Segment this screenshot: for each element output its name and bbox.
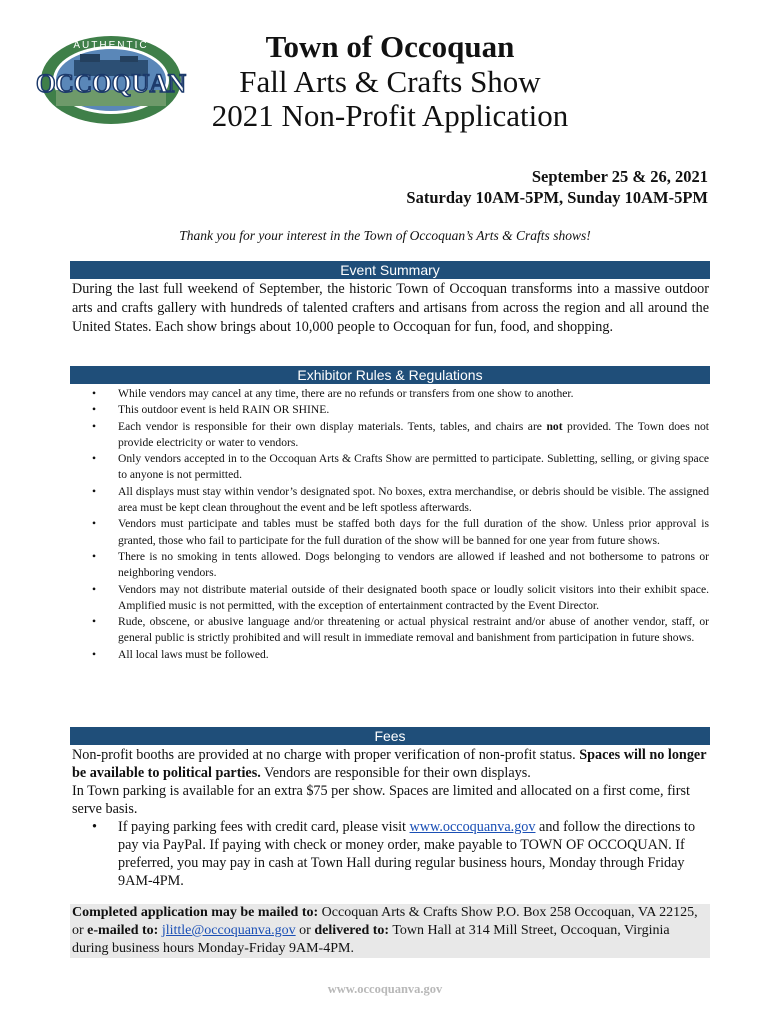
logo-main-text: OCCOQUAN [36,69,187,98]
website-link[interactable]: www.occoquanva.gov [409,819,536,835]
fees-payment-bullet [72,818,709,890]
rule-item: • Vendors may not distribute material outside of their designated booth space or loudly solicit visitors into their exhibit space. Amplified music is not permitted, with the exception of entertainment contracted by the Event Director. [72,582,709,615]
event-summary-heading: Event Summary [70,261,710,279]
show-dates [406,166,708,209]
rule-item: • There is no smoking in tents allowed. Dogs belonging to vendors are allowed if leashed and not bothersome to patrons or neighboring vendors. [72,549,709,582]
show-dates-days: September 25 & 26, 2021 [531,167,708,186]
thank-you-note: Thank you for your interest in the Town of Occoquan’s Arts & Crafts shows! [179,228,591,243]
deliver-address: Town Hall at 314 Mill Street, Occoquan, Virginia during business hours Monday-Friday 9AM-4PM. [72,923,670,956]
town-logo [34,32,188,128]
fees-political-notice: Spaces will no longer be available to political parties. [72,747,707,781]
mail-label: Completed application may be mailed to: [72,905,319,920]
email-label: e-mailed to: [87,923,159,938]
rules-list [72,386,709,663]
fees-nonprofit-text: Non-profit booths are provided at no charge with proper verification of non-profit status. [72,747,576,763]
rule-item: • All local laws must be followed. [72,647,709,663]
rule-item: • This outdoor event is held RAIN OR SHINE. [72,402,709,418]
fees-display-text: Vendors are responsible for their own displays. [260,765,531,781]
title-application: 2021 Non-Profit Application [211,98,569,134]
mail-or: or [295,923,315,938]
fees-payment-intro: If paying parking fees with credit card, please visit [118,819,410,835]
rule-item: • Rude, obscene, or abusive language and/or threatening or actual physical restraint and/or abuse of another vendor, staff, or general public is strictly prohibited and will result in immediate removal and banishment from participation in future shows. [72,614,709,647]
rule-item [72,419,709,452]
email-link[interactable]: jlittle@occoquanva.gov [161,923,296,938]
event-summary-text: During the last full weekend of September, the historic Town of Occoquan transforms into a massive outdoor arts and crafts gallery with hundreds of talented crafters and artisans from across the region and all around the United States. Each show brings about 10,000 people to Occoquan for fun, food, and shopping. [72,281,709,335]
rule-item: • Vendors must participate and tables must be staffed both days for the full duration of the show. Unless prior approval is granted, those who fail to participate for the full duration of the show will be banned for one year from future shows. [72,516,709,549]
rule-item: • While vendors may cancel at any time, there are no refunds or transfers from one show to another. [72,386,709,402]
fees-payment-details: and follow the directions to pay via PayPal. If paying with check or money order, make payable to TOWN OF OCCOQUAN. If preferred, you may pay in cash at Town Hall during regular business hours, Monday through Friday 9AM-4PM. [118,819,696,889]
logo-top-text: AUTHENTIC [73,40,149,51]
fees-paragraph-2: In Town parking is available for an extra $75 per show. Spaces are limited and allocated on a first come, first serve basis. [72,783,690,817]
footer-website: www.occoquanva.gov [327,982,443,996]
mail-address: Occoquan Arts & Crafts Show P.O. Box 258 Occoquan, VA 22125, or [72,905,698,938]
title-show: Fall Arts & Crafts Show [239,63,541,99]
document-title [180,30,600,134]
rule-emphasis: not [546,419,563,433]
rules-heading: Exhibitor Rules & Regulations [70,366,710,384]
deliver-label: delivered to: [314,923,390,938]
fees-paragraph-1 [72,746,709,782]
show-dates-hours: Saturday 10AM-5PM, Sunday 10AM-5PM [406,188,708,208]
fees-section [72,746,709,890]
submission-instructions [70,904,710,958]
fees-heading: Fees [70,727,710,745]
rule-text: Each vendor is responsible for their own display materials. Tents, tables, and chairs are not provided. The Town does not provide electricity or water to vendors. [118,419,710,449]
rule-item: • All displays must stay within vendor’s designated spot. No boxes, extra merchandise, or debris should be visible. The assigned area must be kept clean throughout the event and be left spotless afterwards. [72,484,709,517]
rule-item: • Only vendors accepted in to the Occoquan Arts & Crafts Show are permitted to participate. Subletting, selling, or giving space to anyone is not permitted. [72,451,709,484]
title-town: Town of Occoquan [265,29,515,64]
